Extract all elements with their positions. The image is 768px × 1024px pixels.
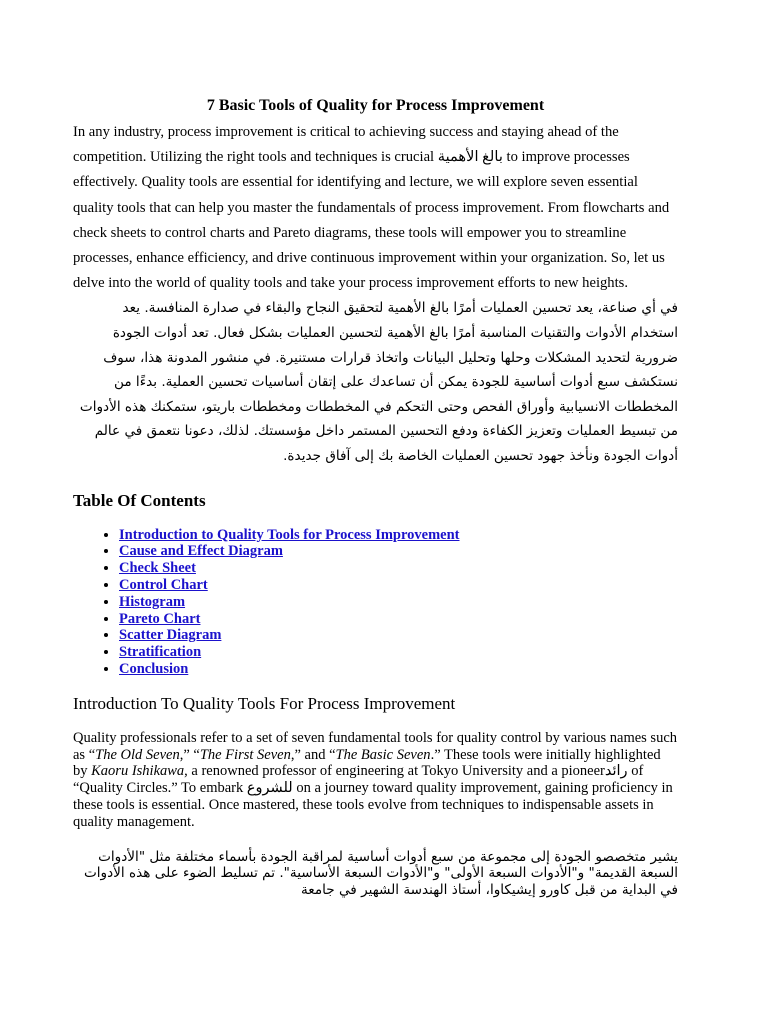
arabic-inline: للشروع: [246, 780, 293, 797]
text-run: ,” “: [179, 746, 200, 763]
toc-link-check-sheet[interactable]: Check Sheet: [119, 560, 196, 577]
text-run: on a journey toward quality improvement, gaining proficiency in these tools is essential. Once mastered, these tools evolve from techniques to indispensable assets in quality management.: [73, 780, 673, 830]
italic-run: The Old Seven: [95, 746, 180, 763]
toc-item: [119, 661, 678, 678]
toc-link-introduction[interactable]: Introduction to Quality Tools for Process Improvement: [119, 526, 460, 543]
toc-link-cause-effect[interactable]: Cause and Effect Diagram: [119, 543, 283, 560]
document-title: 7 Basic Tools of Quality for Process Improvement: [206, 97, 545, 114]
italic-run: Kaoru Ishikawa: [91, 763, 185, 780]
text-run: of “Quality Circles.” To embark: [73, 763, 644, 797]
toc-item: [119, 577, 678, 594]
arabic-paragraph: في أي صناعة، يعد تحسين العمليات أمرًا بالغ الأهمية لتحقيق النجاح والبقاء في صدارة المنافسة. يعد استخدام الأدوات والتقنيات المناسبة أمرًا بالغ الأهمية لتحسين العمليات بشكل فعال. تعد أدوات الجودة ضرورية لتحديد المشكلات وحلها وتحليل البيانات واتخاذ قرارات مستنيرة. في منشور المدونة هذا، سوف نستكشف سبع أدوات أساسية للجودة يمكن أن تساعدك على إتقان أساسيات تحسين العملية. بدءًا من المخططات الانسيابية وأوراق الفحص وحتى التحكم في المخططات ومخططات باريتو، ستمكنك هذه الأدوات من تبسيط العمليات وتعزيز الكفاءة ودفع التحسين المستمر داخل مؤسستك. لذلك، دعونا نتعمق في عالم أدوات الجودة ونأخذ جهود تحسين العمليات الخاصة بك إلى آفاق جديدة.: [79, 300, 678, 464]
toc-link-stratification[interactable]: Stratification: [119, 644, 202, 661]
text-run: .” These tools were initially highlighted by: [73, 746, 661, 780]
text-run: Quality professionals refer to a set of seven fundamental tools for quality control by various names such as “: [73, 729, 678, 763]
section-heading-introduction: Introduction To Quality Tools For Process Improvement: [73, 693, 456, 713]
arabic-paragraph-2: يشير متخصصو الجودة إلى مجموعة من سبع أدوات أساسية لمراقبة الجودة بأسماء مختلفة مثل "الأدوات السبعة القديمة" و"الأدوات السبعة الأولى" و"الأدوات السبعة الأساسية". تم تسليط الضوء على هذه الأدوات في البداية من قبل كاورو إيشيكاوا، أستاذ الهندسة الشهير في جامعة: [83, 848, 678, 899]
toc-item: [119, 560, 678, 577]
text-run: , a renowned professor of engineering at Tokyo University and a pioneer: [184, 763, 605, 780]
section-paragraph: [73, 730, 678, 831]
toc-link-scatter-diagram[interactable]: Scatter Diagram: [119, 627, 222, 644]
document-page: [73, 96, 678, 899]
intro-text-1: In any industry, process improvement is critical to achieving success and staying ahead of the competition. Utilizing the right tools and techniques is crucial: [73, 124, 619, 166]
toc-item: [119, 527, 678, 544]
toc-heading: Table Of Contents: [73, 490, 206, 510]
intro-arabic-inline: بالغ الأهمية: [437, 149, 503, 166]
toc-link-control-chart[interactable]: Control Chart: [119, 576, 208, 593]
intro-paragraph: [73, 120, 678, 296]
toc-item: [119, 627, 678, 644]
intro-text-2: to improve processes effectively. Quality tools are essential for identifying and lecture, we will explore seven essential quality tools that can help you master the fundamentals of process improvement. From flowcharts and check sheets to control charts and Pareto diagrams, these tools will empower you to streamline processes, enhance efficiency, and drive continuous improvement within your organization. So, let us delve into the world of quality tools and take your process improvement efforts to new heights.: [73, 149, 670, 292]
toc-link-conclusion[interactable]: Conclusion: [119, 660, 189, 677]
italic-run: The First Seven: [199, 746, 291, 763]
toc-item: [119, 594, 678, 611]
arabic-inline: رائد: [604, 763, 628, 780]
toc-item: [119, 543, 678, 560]
toc-item: [119, 611, 678, 628]
text-run: ,” and “: [290, 746, 336, 763]
toc-link-pareto-chart[interactable]: Pareto Chart: [119, 610, 201, 627]
toc-list: [73, 527, 678, 678]
toc-item: [119, 644, 678, 661]
toc-link-histogram[interactable]: Histogram: [119, 593, 186, 610]
italic-run: The Basic Seven: [335, 746, 431, 763]
